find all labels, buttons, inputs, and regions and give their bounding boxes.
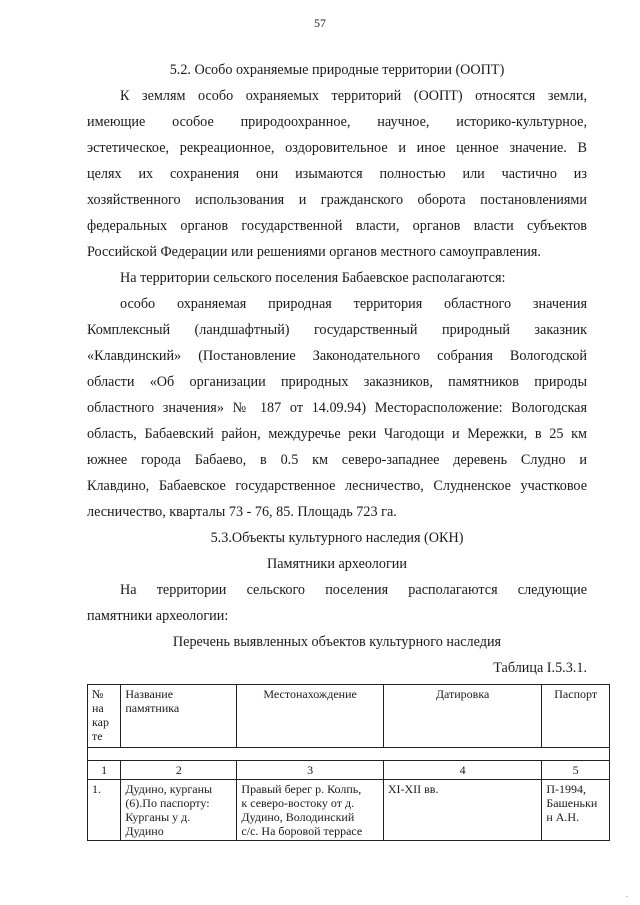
cell-dating (383, 780, 542, 841)
paragraph-line: области «Об организации природных заказников, памятников природы (87, 374, 587, 390)
column-number: 1 (88, 761, 121, 780)
paragraph-line: Российской Федерации или решениями органов местного самоуправления. (87, 244, 541, 260)
column-number: 3 (237, 761, 383, 780)
header-passport (542, 685, 610, 748)
paragraph-line: На территории сельского поселения Бабаевское располагаются: (120, 270, 506, 286)
header-dating (383, 685, 542, 748)
table-row (88, 780, 610, 841)
cell-name (121, 780, 237, 841)
header-text: Местонахождение (263, 687, 357, 701)
section-5-3-heading: 5.3.Объекты культурного наследия (ОКН) (210, 530, 464, 546)
scan-artifact: . (625, 889, 628, 899)
paragraph-line: область, Бабаевский район, междуречье реки Чагодощи и Мережки, в 25 км (87, 426, 587, 442)
paragraph-line: лесничество, кварталы 73 - 76, 85. Площадь 723 га. (87, 504, 397, 520)
section-5-2-heading: 5.2. Особо охраняемые природные территории (ООПТ) (169, 62, 505, 78)
column-number: 4 (383, 761, 542, 780)
paragraph-line: На территории сельского поселения располагаются следующие (120, 582, 587, 598)
table-gap (88, 748, 610, 761)
cell-text: Правый берег р. Колпь, к северо-востоку от д. Дудино, Володинский с/с. На боровой террасе (241, 782, 363, 838)
cell-text: XI-XII вв. (387, 782, 439, 796)
heritage-table (87, 684, 610, 841)
cell-text: Дудино, курганы (6).По паспорту: Курганы у д. Дудино (125, 782, 213, 838)
paragraph-line: Клавдино, Бабаевское государственное лесничество, Слудненское участковое (87, 478, 587, 494)
paragraph-line: эстетическое, рекреационное, оздоровительное и иное ценное значение. В (87, 140, 587, 156)
table-label: Таблица I.5.3.1. (493, 660, 587, 676)
column-number: 5 (542, 761, 610, 780)
paragraph-line: имеющие особое природоохранное, научное, историко-культурное, (87, 114, 587, 130)
header-text: Название памятника (125, 687, 180, 715)
cell-passport (542, 780, 610, 841)
cell-number (88, 780, 121, 841)
paragraph-line: целях их сохранения они изымаются полностью или частично из (87, 166, 587, 182)
table-header-row (88, 685, 610, 748)
archaeology-subheading: Памятники археологии (267, 556, 407, 572)
page-number: 57 (314, 16, 326, 30)
header-text: Паспорт (554, 687, 598, 701)
header-map-number (88, 685, 121, 748)
header-text: № на кар те (92, 687, 109, 743)
paragraph-line: федеральных органов государственной власти, органов власти субъектов (87, 218, 587, 234)
cell-text: П-1994, Башеньки н А.Н. (546, 782, 598, 824)
table-column-numbers (88, 761, 610, 780)
header-name (121, 685, 237, 748)
paragraph-line: южнее города Бабаево, в 0.5 км северо-западнее деревень Слудно и (87, 452, 587, 468)
gap-cell (88, 748, 610, 761)
list-title: Перечень выявленных объектов культурного наследия (172, 634, 502, 650)
cell-text: 1. (92, 782, 101, 796)
header-location (237, 685, 383, 748)
paragraph-line: хозяйственного использования и гражданского оборота постановлениями (87, 192, 587, 208)
paragraph-line: памятники археологии: (87, 608, 229, 624)
paragraph-line: Комплексный (ландшафтный) государственный природный заказник (87, 322, 587, 338)
paragraph-line: областного значения» № 187 от 14.09.94) Месторасположение: Вологодская (87, 400, 587, 416)
header-text: Датировка (435, 687, 490, 701)
paragraph-line: особо охраняемая природная территория областного значения (120, 296, 587, 312)
column-number: 2 (121, 761, 237, 780)
paragraph-line: К землям особо охраняемых территорий (ООПТ) относятся земли, (120, 88, 587, 104)
cell-location (237, 780, 383, 841)
paragraph-line: «Клавдинский» (Постановление Законодательного собрания Вологодской (87, 348, 587, 364)
